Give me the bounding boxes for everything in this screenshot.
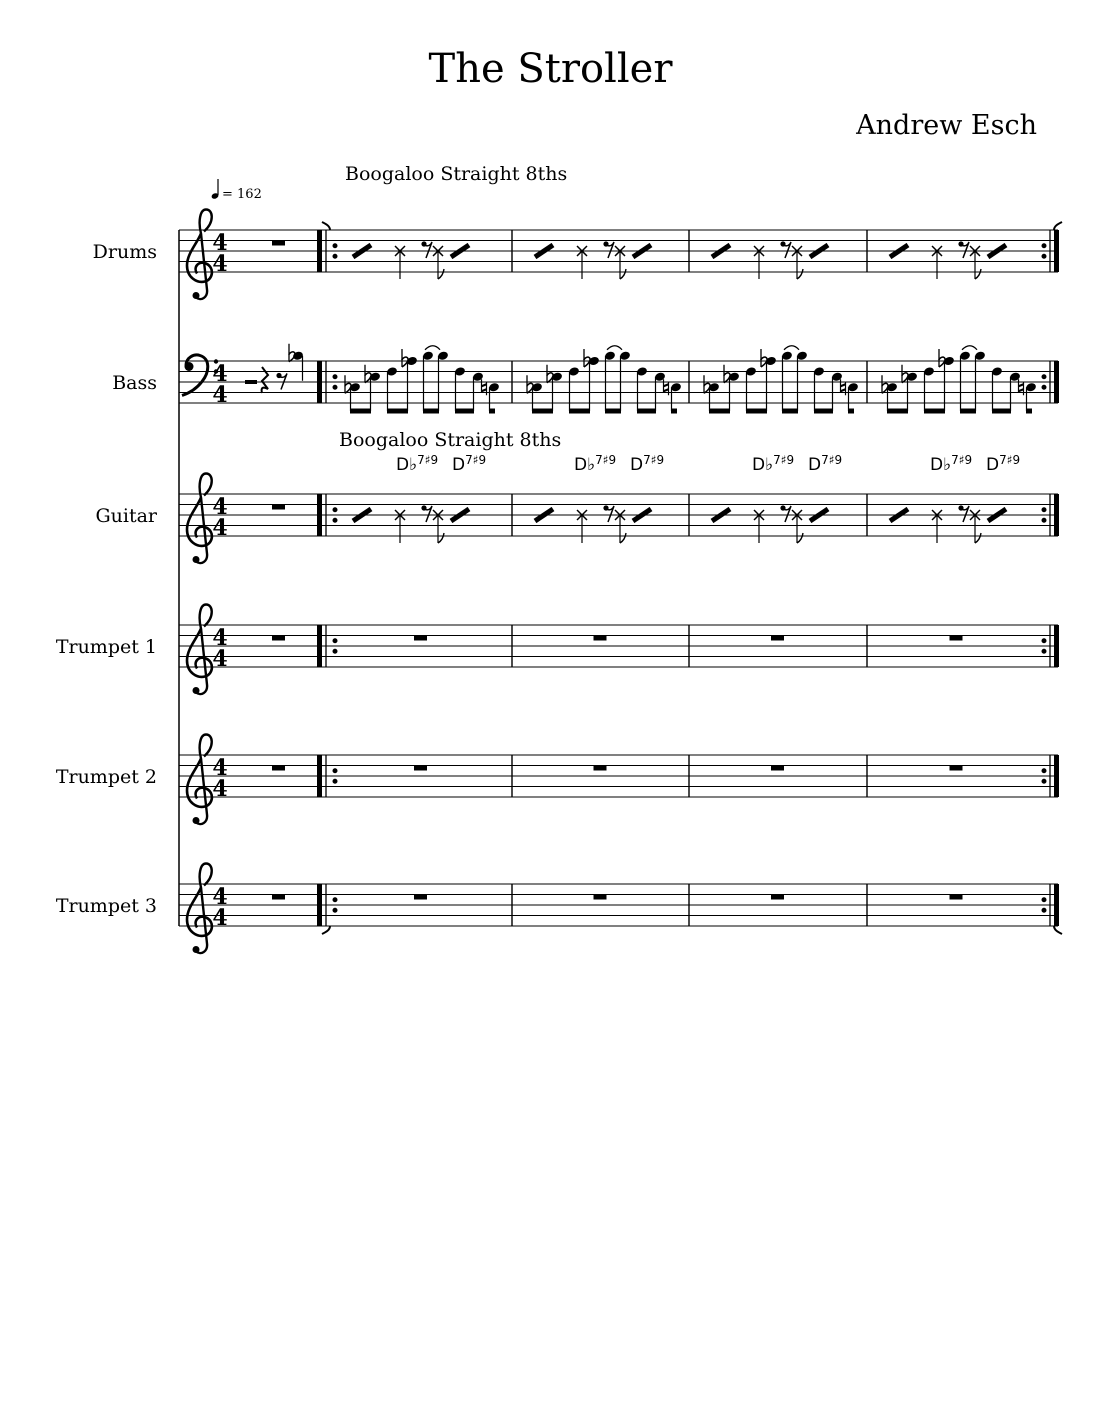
repeat-dot — [1042, 507, 1047, 512]
chord-symbol: $D^{7♯9}$ — [630, 453, 665, 475]
repeat-dot — [1042, 518, 1047, 523]
whole-rest — [771, 895, 784, 900]
repeat-thick-bar — [317, 755, 322, 797]
style-marking: Boogaloo Straight 8ths — [345, 163, 568, 185]
treble-clef-icon — [187, 735, 212, 825]
staff-6 — [56, 864, 1059, 954]
instrument-label: Trumpet 3 — [55, 895, 157, 917]
whole-rest — [594, 636, 607, 641]
repeat-dot — [1042, 254, 1047, 259]
repeat-dot — [333, 507, 338, 512]
instrument-label: Trumpet 2 — [55, 766, 157, 788]
system-bracket-bottom — [1054, 926, 1062, 934]
instrument-label: Guitar — [95, 505, 157, 527]
whole-rest — [272, 241, 285, 246]
repeat-thick-bar — [317, 884, 322, 926]
chord-symbol: $D^{7♯9}$ — [808, 453, 843, 475]
repeat-thick-bar — [1054, 230, 1059, 272]
whole-rest — [272, 766, 285, 771]
whole-rest — [414, 636, 427, 641]
chord-symbol: D♭$^{7♯9}$ — [396, 453, 439, 475]
instrument-label: Trumpet 1 — [55, 636, 157, 658]
eighth-rest — [421, 241, 432, 258]
repeat-dot — [1042, 638, 1047, 643]
tie — [607, 346, 622, 350]
time-signature-bottom: 4 — [212, 646, 228, 672]
repeat-thick-bar — [317, 494, 322, 536]
flag — [620, 533, 626, 543]
tempo-marking — [211, 179, 262, 202]
repeat-dot — [1042, 779, 1047, 784]
repeat-dot — [1042, 908, 1047, 913]
repeat-thick-bar — [1054, 884, 1059, 926]
time-signature-top: 4 — [212, 625, 228, 651]
tie — [784, 346, 799, 350]
tie — [962, 346, 977, 350]
whole-rest — [950, 895, 963, 900]
chord-symbol: D♭$^{7♯9}$ — [574, 453, 617, 475]
flag — [797, 269, 803, 279]
time-signature-top: 4 — [212, 884, 228, 910]
treble-clef-icon — [187, 210, 212, 300]
repeat-dot — [333, 638, 338, 643]
time-signature-bottom: 4 — [212, 251, 228, 277]
treble-clef-icon — [187, 474, 212, 564]
eighth-rest — [780, 505, 791, 522]
score-title: The Stroller — [428, 46, 673, 92]
repeat-dot — [1042, 649, 1047, 654]
chord-symbol: $D^{7♯9}$ — [986, 453, 1021, 475]
flag — [797, 533, 803, 543]
repeat-dot — [1042, 243, 1047, 248]
eighth-rest — [603, 505, 614, 522]
whole-rest — [414, 766, 427, 771]
staff-5 — [56, 735, 1059, 825]
repeat-thick-bar — [1054, 755, 1059, 797]
whole-rest — [950, 636, 963, 641]
flat-sign — [289, 344, 295, 362]
repeat-dot — [333, 518, 338, 523]
whole-rest — [594, 895, 607, 900]
whole-rest — [771, 636, 784, 641]
flag — [975, 269, 981, 279]
flag — [620, 269, 626, 279]
eighth-rest — [421, 505, 432, 522]
eighth-rest — [958, 505, 969, 522]
repeat-dot — [1042, 385, 1047, 390]
tempo-text: = 162 — [222, 187, 262, 202]
repeat-thick-bar — [317, 625, 322, 667]
whole-rest — [272, 895, 285, 900]
repeat-dot — [1042, 768, 1047, 773]
flag — [438, 533, 444, 543]
chord-symbol: $D^{7♯9}$ — [452, 453, 487, 475]
repeat-thick-bar — [1054, 625, 1059, 667]
time-signature-top: 4 — [212, 230, 228, 256]
half-rest — [245, 380, 257, 384]
staff-3 — [95, 474, 1059, 564]
repeat-dot — [1042, 897, 1047, 902]
instrument-label: Drums — [92, 241, 157, 263]
whole-rest — [272, 636, 285, 641]
whole-rest — [414, 895, 427, 900]
whole-rest — [594, 766, 607, 771]
repeat-dot — [333, 897, 338, 902]
eighth-rest — [276, 373, 287, 390]
flag — [975, 533, 981, 543]
system-bracket-bottom — [322, 926, 330, 934]
system-bracket-top — [1054, 222, 1062, 230]
time-signature-bottom: 4 — [212, 382, 228, 408]
time-signature-top: 4 — [212, 494, 228, 520]
eighth-rest — [603, 241, 614, 258]
composer-name: Andrew Esch — [856, 110, 1037, 141]
eighth-rest — [780, 241, 791, 258]
time-signature-bottom: 4 — [212, 905, 228, 931]
repeat-dot — [333, 768, 338, 773]
whole-rest — [771, 766, 784, 771]
staff-4 — [56, 605, 1059, 695]
chord-symbol: D♭$^{7♯9}$ — [752, 453, 795, 475]
treble-clef-icon — [187, 864, 212, 954]
chord-symbol: D♭$^{7♯9}$ — [930, 453, 973, 475]
treble-clef-icon — [187, 605, 212, 695]
repeat-thick-bar — [317, 230, 322, 272]
repeat-dot — [1042, 374, 1047, 379]
time-signature-bottom: 4 — [212, 776, 228, 802]
time-signature-top: 4 — [212, 755, 228, 781]
repeat-thick-bar — [1054, 361, 1059, 403]
staff-1 — [93, 210, 1059, 300]
repeat-dot — [333, 908, 338, 913]
eighth-rest — [958, 241, 969, 258]
repeat-dot — [333, 254, 338, 259]
whole-rest — [950, 766, 963, 771]
repeat-dot — [333, 779, 338, 784]
system-bracket-top — [322, 222, 330, 230]
flag — [438, 269, 444, 279]
repeat-thick-bar — [317, 361, 322, 403]
repeat-thick-bar — [1054, 494, 1059, 536]
repeat-dot — [333, 649, 338, 654]
whole-rest — [272, 505, 285, 510]
guitar-style-marking: Boogaloo Straight 8ths — [339, 429, 562, 451]
tie — [425, 346, 440, 350]
repeat-dot — [333, 374, 338, 379]
repeat-dot — [333, 243, 338, 248]
repeat-dot — [333, 385, 338, 390]
quarter-rest — [262, 367, 268, 393]
instrument-label: Bass — [112, 372, 157, 394]
time-signature-bottom: 4 — [212, 515, 228, 541]
time-signature-top: 4 — [212, 361, 228, 387]
